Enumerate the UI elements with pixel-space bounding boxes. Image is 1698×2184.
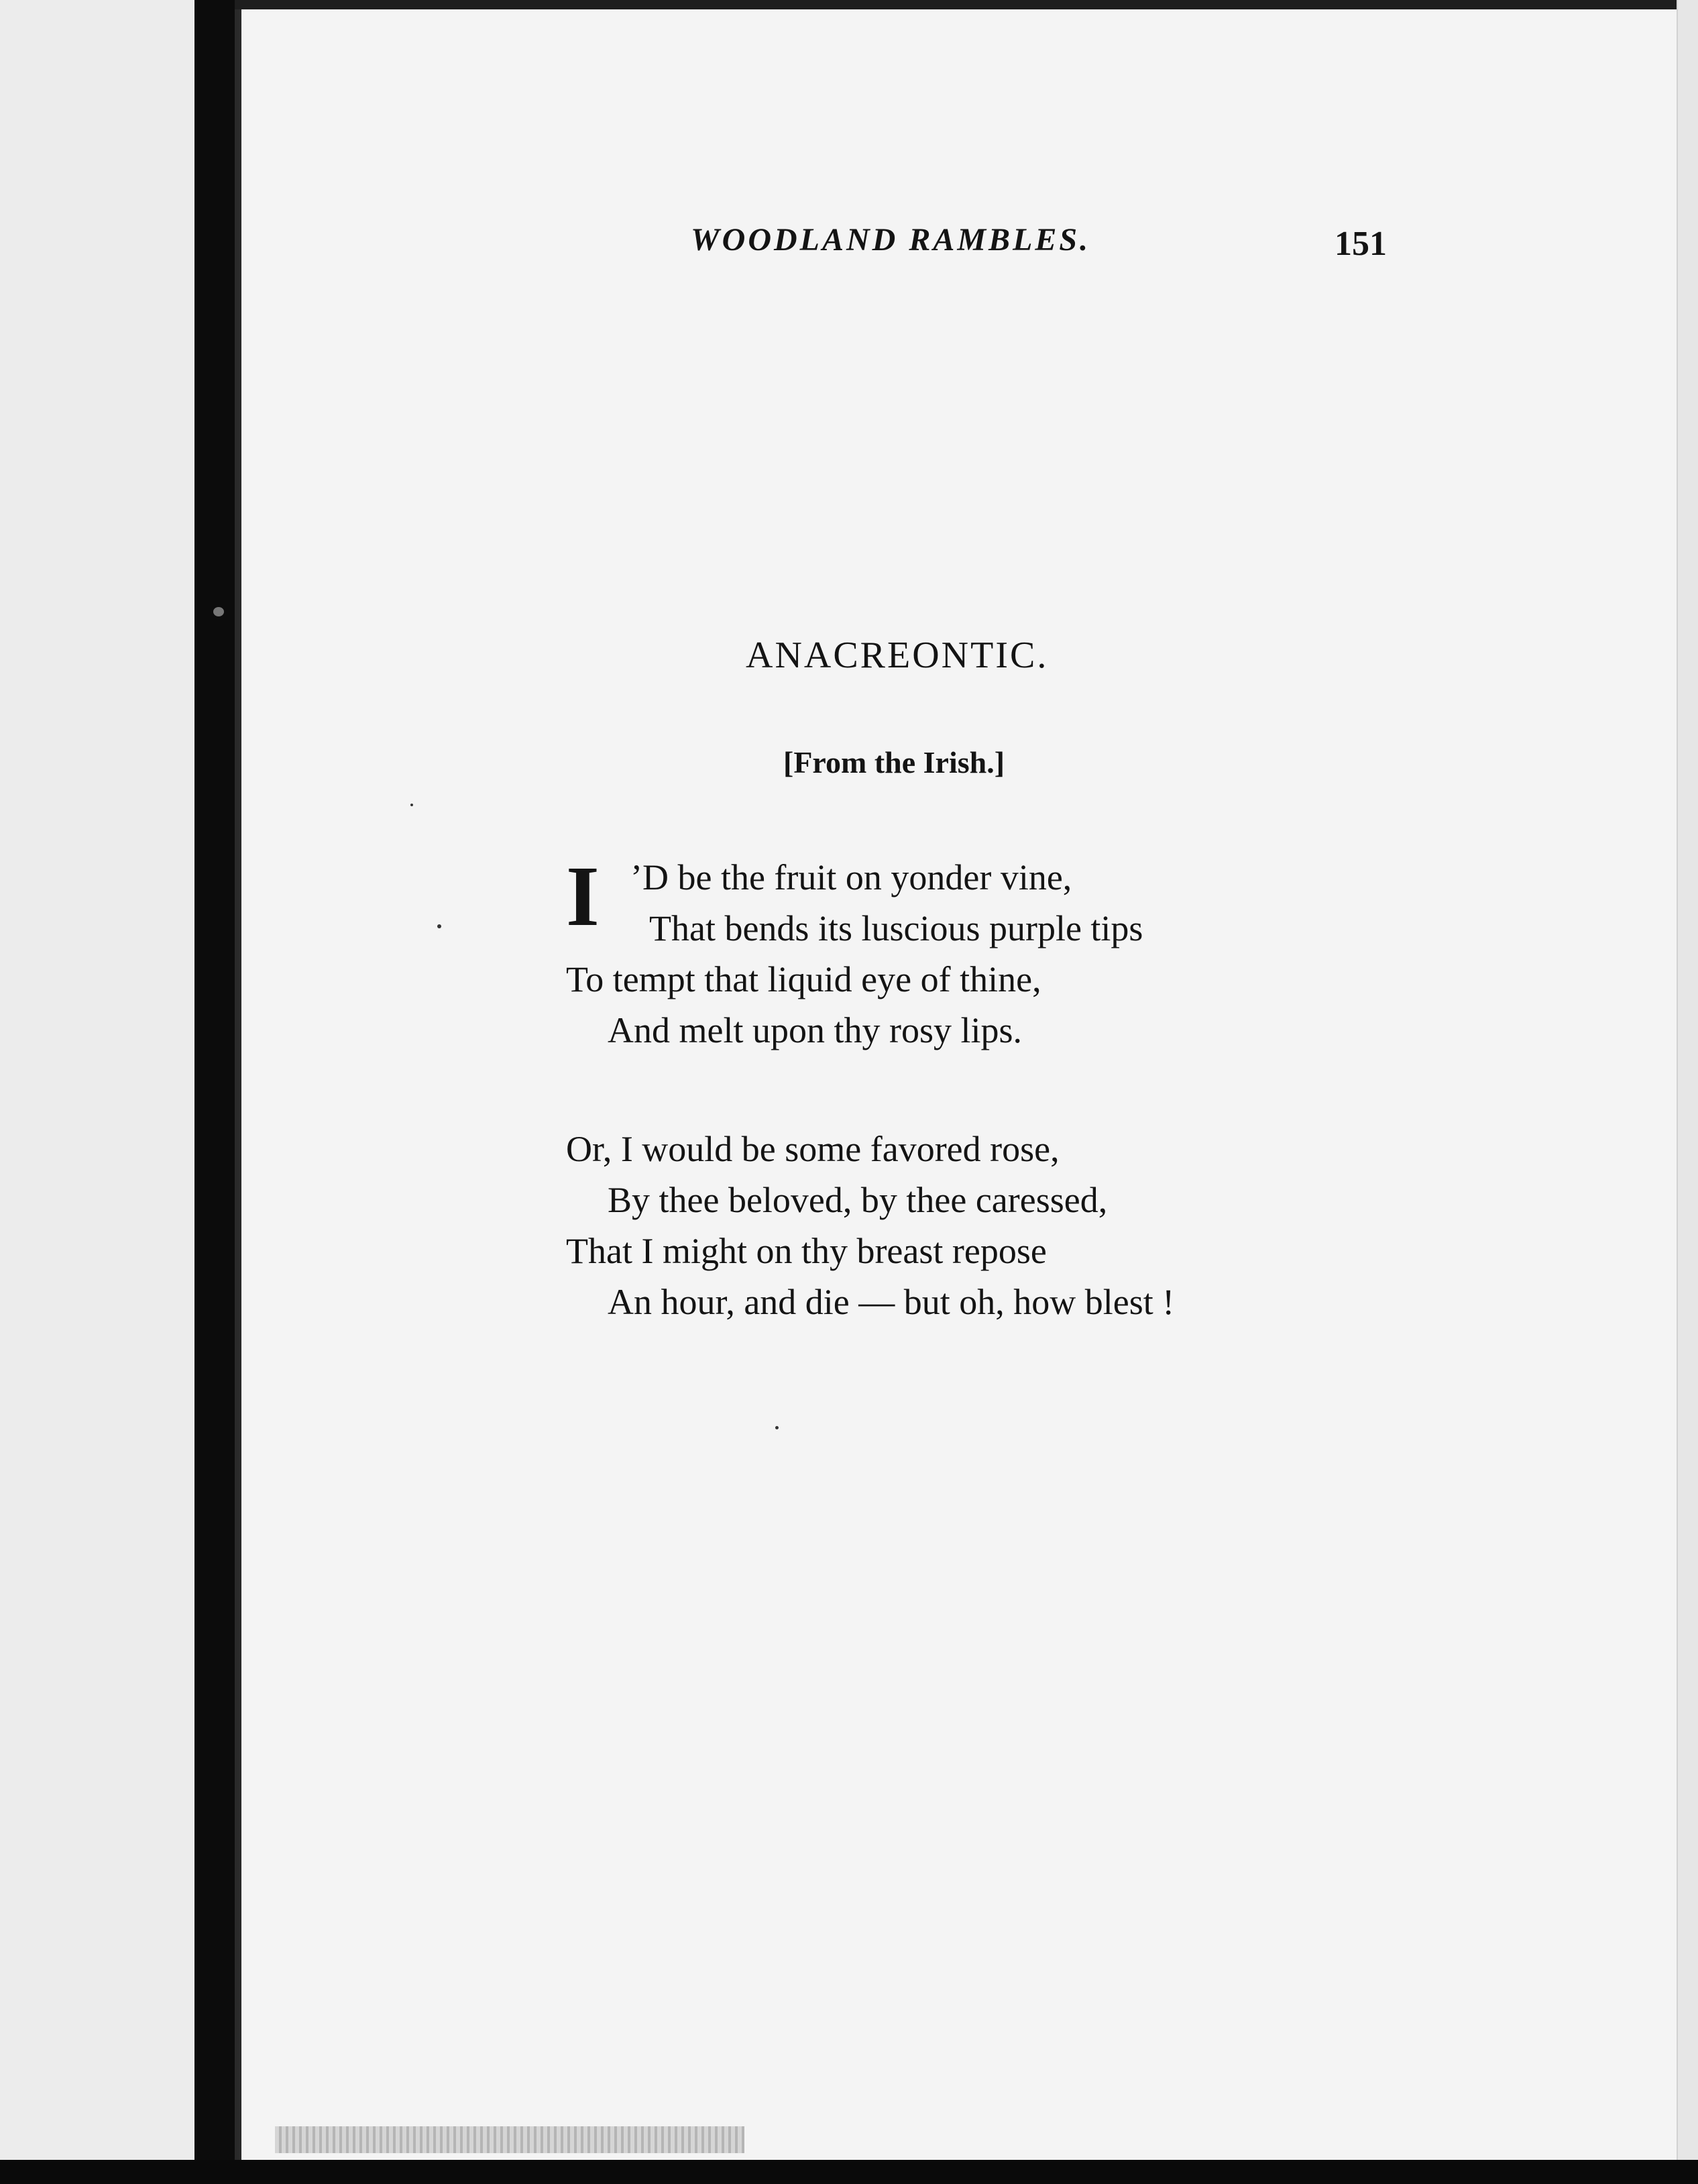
page-right-edge bbox=[1677, 0, 1698, 2184]
left-page-margin bbox=[0, 0, 194, 2184]
book-gutter bbox=[194, 0, 235, 2184]
gutter-shadow bbox=[235, 0, 241, 2184]
stanza-1-line-3: To tempt that liquid eye of thine, bbox=[566, 959, 1041, 999]
stanza-2-line-4: An hour, and die — but oh, how blest ! bbox=[608, 1282, 1175, 1322]
drop-cap: I bbox=[566, 849, 600, 944]
stanza-2 bbox=[566, 1124, 1174, 1327]
page-bottom-edge bbox=[275, 2126, 744, 2153]
book-page bbox=[241, 0, 1683, 2167]
paper-speck bbox=[213, 607, 224, 616]
paper-speck bbox=[775, 1426, 779, 1429]
poem-title: ANACREONTIC. bbox=[746, 635, 1049, 676]
scan-bottom-border bbox=[0, 2160, 1698, 2184]
stanza-1-line-4: And melt upon thy rosy lips. bbox=[608, 1010, 1022, 1050]
paper-speck bbox=[437, 924, 441, 928]
stanza-1-tail bbox=[566, 954, 1041, 1056]
page-number: 151 bbox=[1335, 225, 1387, 263]
poem-source-note: [From the Irish.] bbox=[783, 745, 1005, 779]
paper-speck bbox=[410, 804, 413, 806]
stanza-1-line-1: ’D be the fruit on yonder vine, bbox=[630, 857, 1072, 897]
stanza-2-line-3: That I might on thy breast repose bbox=[566, 1231, 1047, 1271]
stanza-2-line-2: By thee beloved, by thee caressed, bbox=[608, 1180, 1108, 1220]
page-top-edge bbox=[235, 0, 1698, 9]
stanza-2-line-1: Or, I would be some favored rose, bbox=[566, 1129, 1060, 1169]
stanza-1-line-2: That bends its luscious purple tips bbox=[649, 908, 1143, 948]
running-head: WOODLAND RAMBLES. bbox=[691, 222, 1091, 258]
